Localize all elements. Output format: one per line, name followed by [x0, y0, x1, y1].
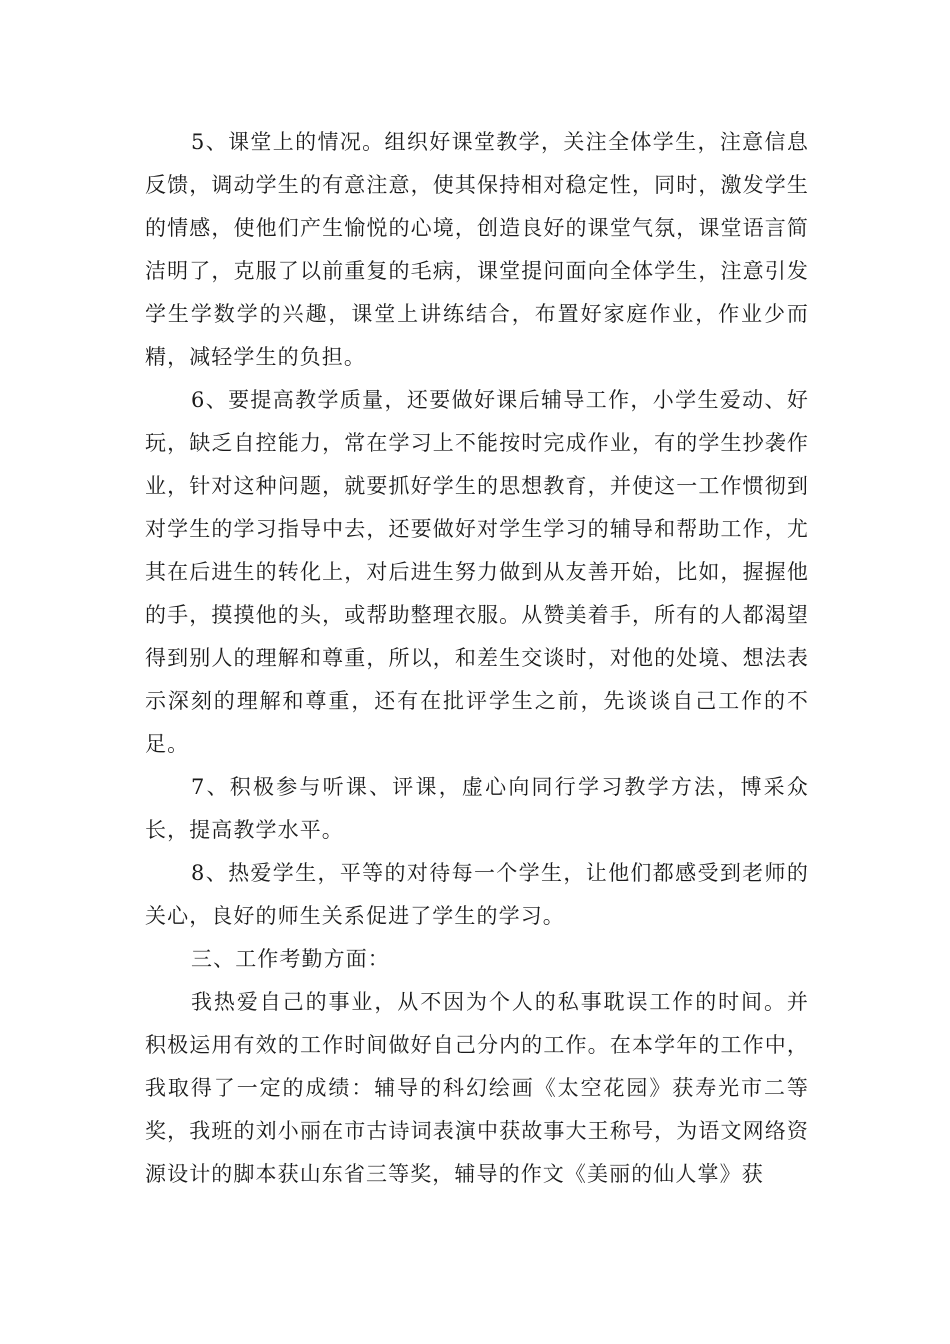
paragraph-item-8: 8、热爱学生，平等的对待每一个学生，让他们都感受到老师的关心，良好的师生关系促进了学生的学习。 — [145, 861, 809, 928]
section-heading-attendance: 三、工作考勤方面： — [191, 947, 390, 971]
document-body — [145, 121, 809, 1196]
paragraph-item-5: 5、课堂上的情况。组织好课堂教学，关注全体学生，注意信息反馈，调动学生的有意注意，使其保持相对稳定性，同时，激发学生的情感，使他们产生愉悦的心境，创造良好的课堂气氛，课堂语言简洁明了，克服了以前重复的毛病，课堂提问面向全体学生，注意引发学生学数学的兴趣，课堂上讲练结合，布置好家庭作业，作业少而精，减轻学生的负担。 — [145, 130, 809, 369]
paragraph-item-6: 6、要提高教学质量，还要做好课后辅导工作，小学生爱动、好玩，缺乏自控能力，常在学习上不能按时完成作业，有的学生抄袭作业，针对这种问题，就要抓好学生的思想教育，并使这一工作惯彻到对学生的学习指导中去，还要做好对学生学习的辅导和帮助工作，尤其在后进生的转化上，对后进生努力做到从友善开始，比如，握握他的手，摸摸他的头，或帮助整理衣服。从赞美着手，所有的人都渴望得到别人的理解和尊重，所以，和差生交谈时，对他的处境、想法表示深刻的理解和尊重，还有在批评学生之前，先谈谈自己工作的不足。 — [145, 388, 809, 756]
paragraph-attendance: 我热爱自己的事业，从不因为个人的私事耽误工作的时间。并积极运用有效的工作时间做好自己分内的工作。在本学年的工作中，我取得了一定的成绩：辅导的科幻绘画《太空花园》获寿光市二等奖，我班的刘小丽在市古诗词表演中获故事大王称号，为语文网络资源设计的脚本获山东省三等奖，辅导的作文《美丽的仙人掌》获 — [145, 990, 809, 1186]
paragraph-item-7: 7、积极参与听课、评课，虚心向同行学习教学方法，博采众长，提高教学水平。 — [145, 775, 809, 842]
